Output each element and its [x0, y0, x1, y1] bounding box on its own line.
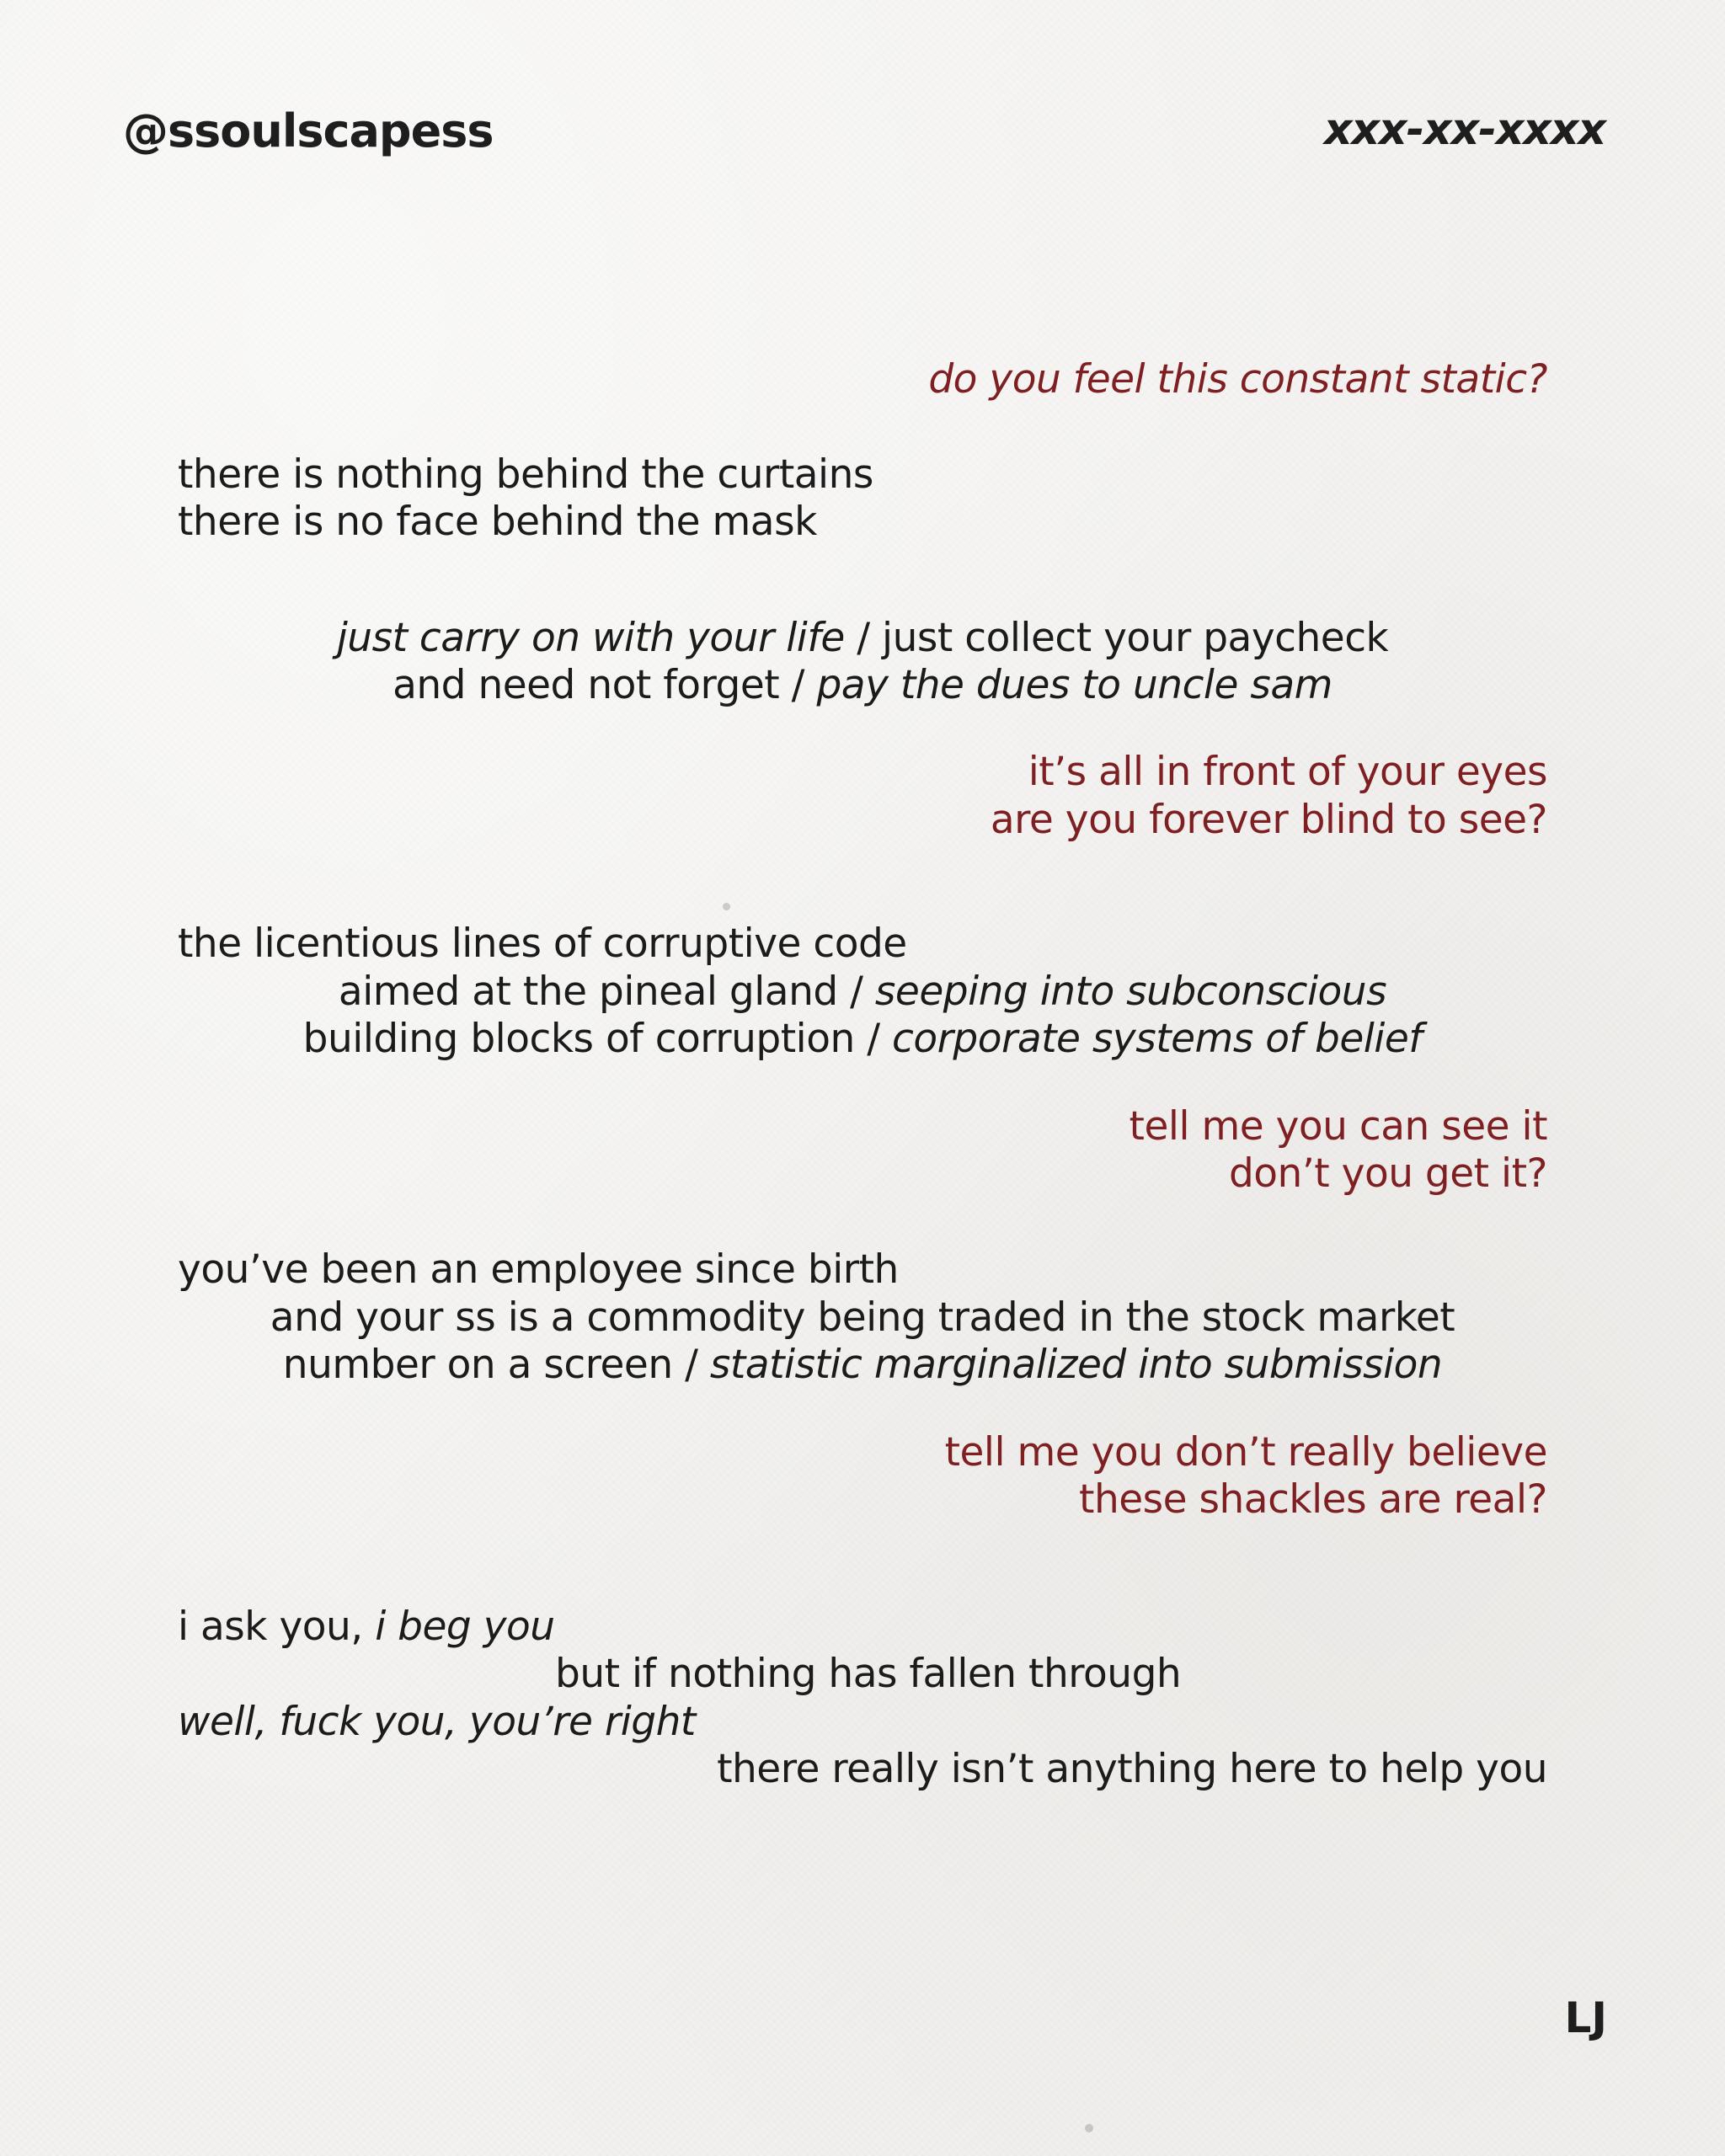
- poem-line-code: the licentious lines of corruptive code: [178, 921, 907, 967]
- poem-fragment-subconscious: seeping into subconscious: [874, 969, 1387, 1015]
- poem-line-believe: tell me you don’t really believe: [944, 1429, 1547, 1476]
- poem-fragment-uncle-sam: pay the dues to uncle sam: [816, 662, 1332, 708]
- poem-line-curtains: there is nothing behind the curtains: [178, 451, 873, 498]
- date-placeholder: xxx-xx-xxxx: [1323, 104, 1605, 155]
- poem-fragment-belief: corporate systems of belief: [892, 1016, 1423, 1062]
- poem-line-shackles: these shackles are real?: [1079, 1476, 1547, 1523]
- poem-fragment-paycheck: / just collect your paycheck: [844, 615, 1389, 661]
- poem-line-mask: there is no face behind the mask: [178, 499, 817, 545]
- poem-line-pineal: [0, 969, 1725, 1015]
- poem-line-right: well, fuck you, you’re right: [178, 1699, 696, 1745]
- poem-fragment-beg-you: i beg you: [375, 1604, 555, 1650]
- poem-fragment-number: number on a screen /: [282, 1342, 710, 1388]
- poem-line-corruption: [0, 1016, 1725, 1062]
- paper-speck: [723, 903, 730, 910]
- poem-fragment-submission: statistic marginalized into submission: [709, 1342, 1443, 1388]
- signature-initials: LJ: [1564, 1993, 1607, 2042]
- poem-line-see-it: tell me you can see it: [1129, 1103, 1547, 1150]
- poem-fragment-need-not-forget: and need not forget /: [393, 662, 817, 708]
- poem-fragment-ask-you: i ask you,: [178, 1604, 376, 1650]
- poem-line-dues: [0, 662, 1725, 708]
- poem-line-carry-on: [0, 615, 1725, 661]
- poem-line-employee: you’ve been an employee since birth: [178, 1246, 899, 1293]
- poem-fragment-building-blocks: building blocks of corruption /: [302, 1016, 892, 1062]
- paper-speck: [1085, 2124, 1093, 2132]
- poem-fragment-carry-on: just carry on with your life: [336, 615, 845, 661]
- poem-line-ask: [178, 1604, 555, 1650]
- poem-line-screen: [0, 1342, 1725, 1388]
- poem-line-help: there really isn’t anything here to help you: [717, 1746, 1547, 1792]
- poem-line-eyes: it’s all in front of your eyes: [1028, 749, 1547, 795]
- poem-line-commodity: and your ss is a commodity being traded in the stock market: [270, 1294, 1455, 1341]
- poem-line-get-it: don’t you get it?: [1228, 1150, 1547, 1197]
- poem-line-static: do you feel this constant static?: [928, 356, 1547, 403]
- poem-line-fallen: but if nothing has fallen through: [555, 1651, 1182, 1697]
- author-handle: @ssoulscapess: [123, 104, 494, 157]
- poem-fragment-pineal: aimed at the pineal gland /: [338, 969, 875, 1015]
- poem-line-blind: are you forever blind to see?: [990, 797, 1547, 843]
